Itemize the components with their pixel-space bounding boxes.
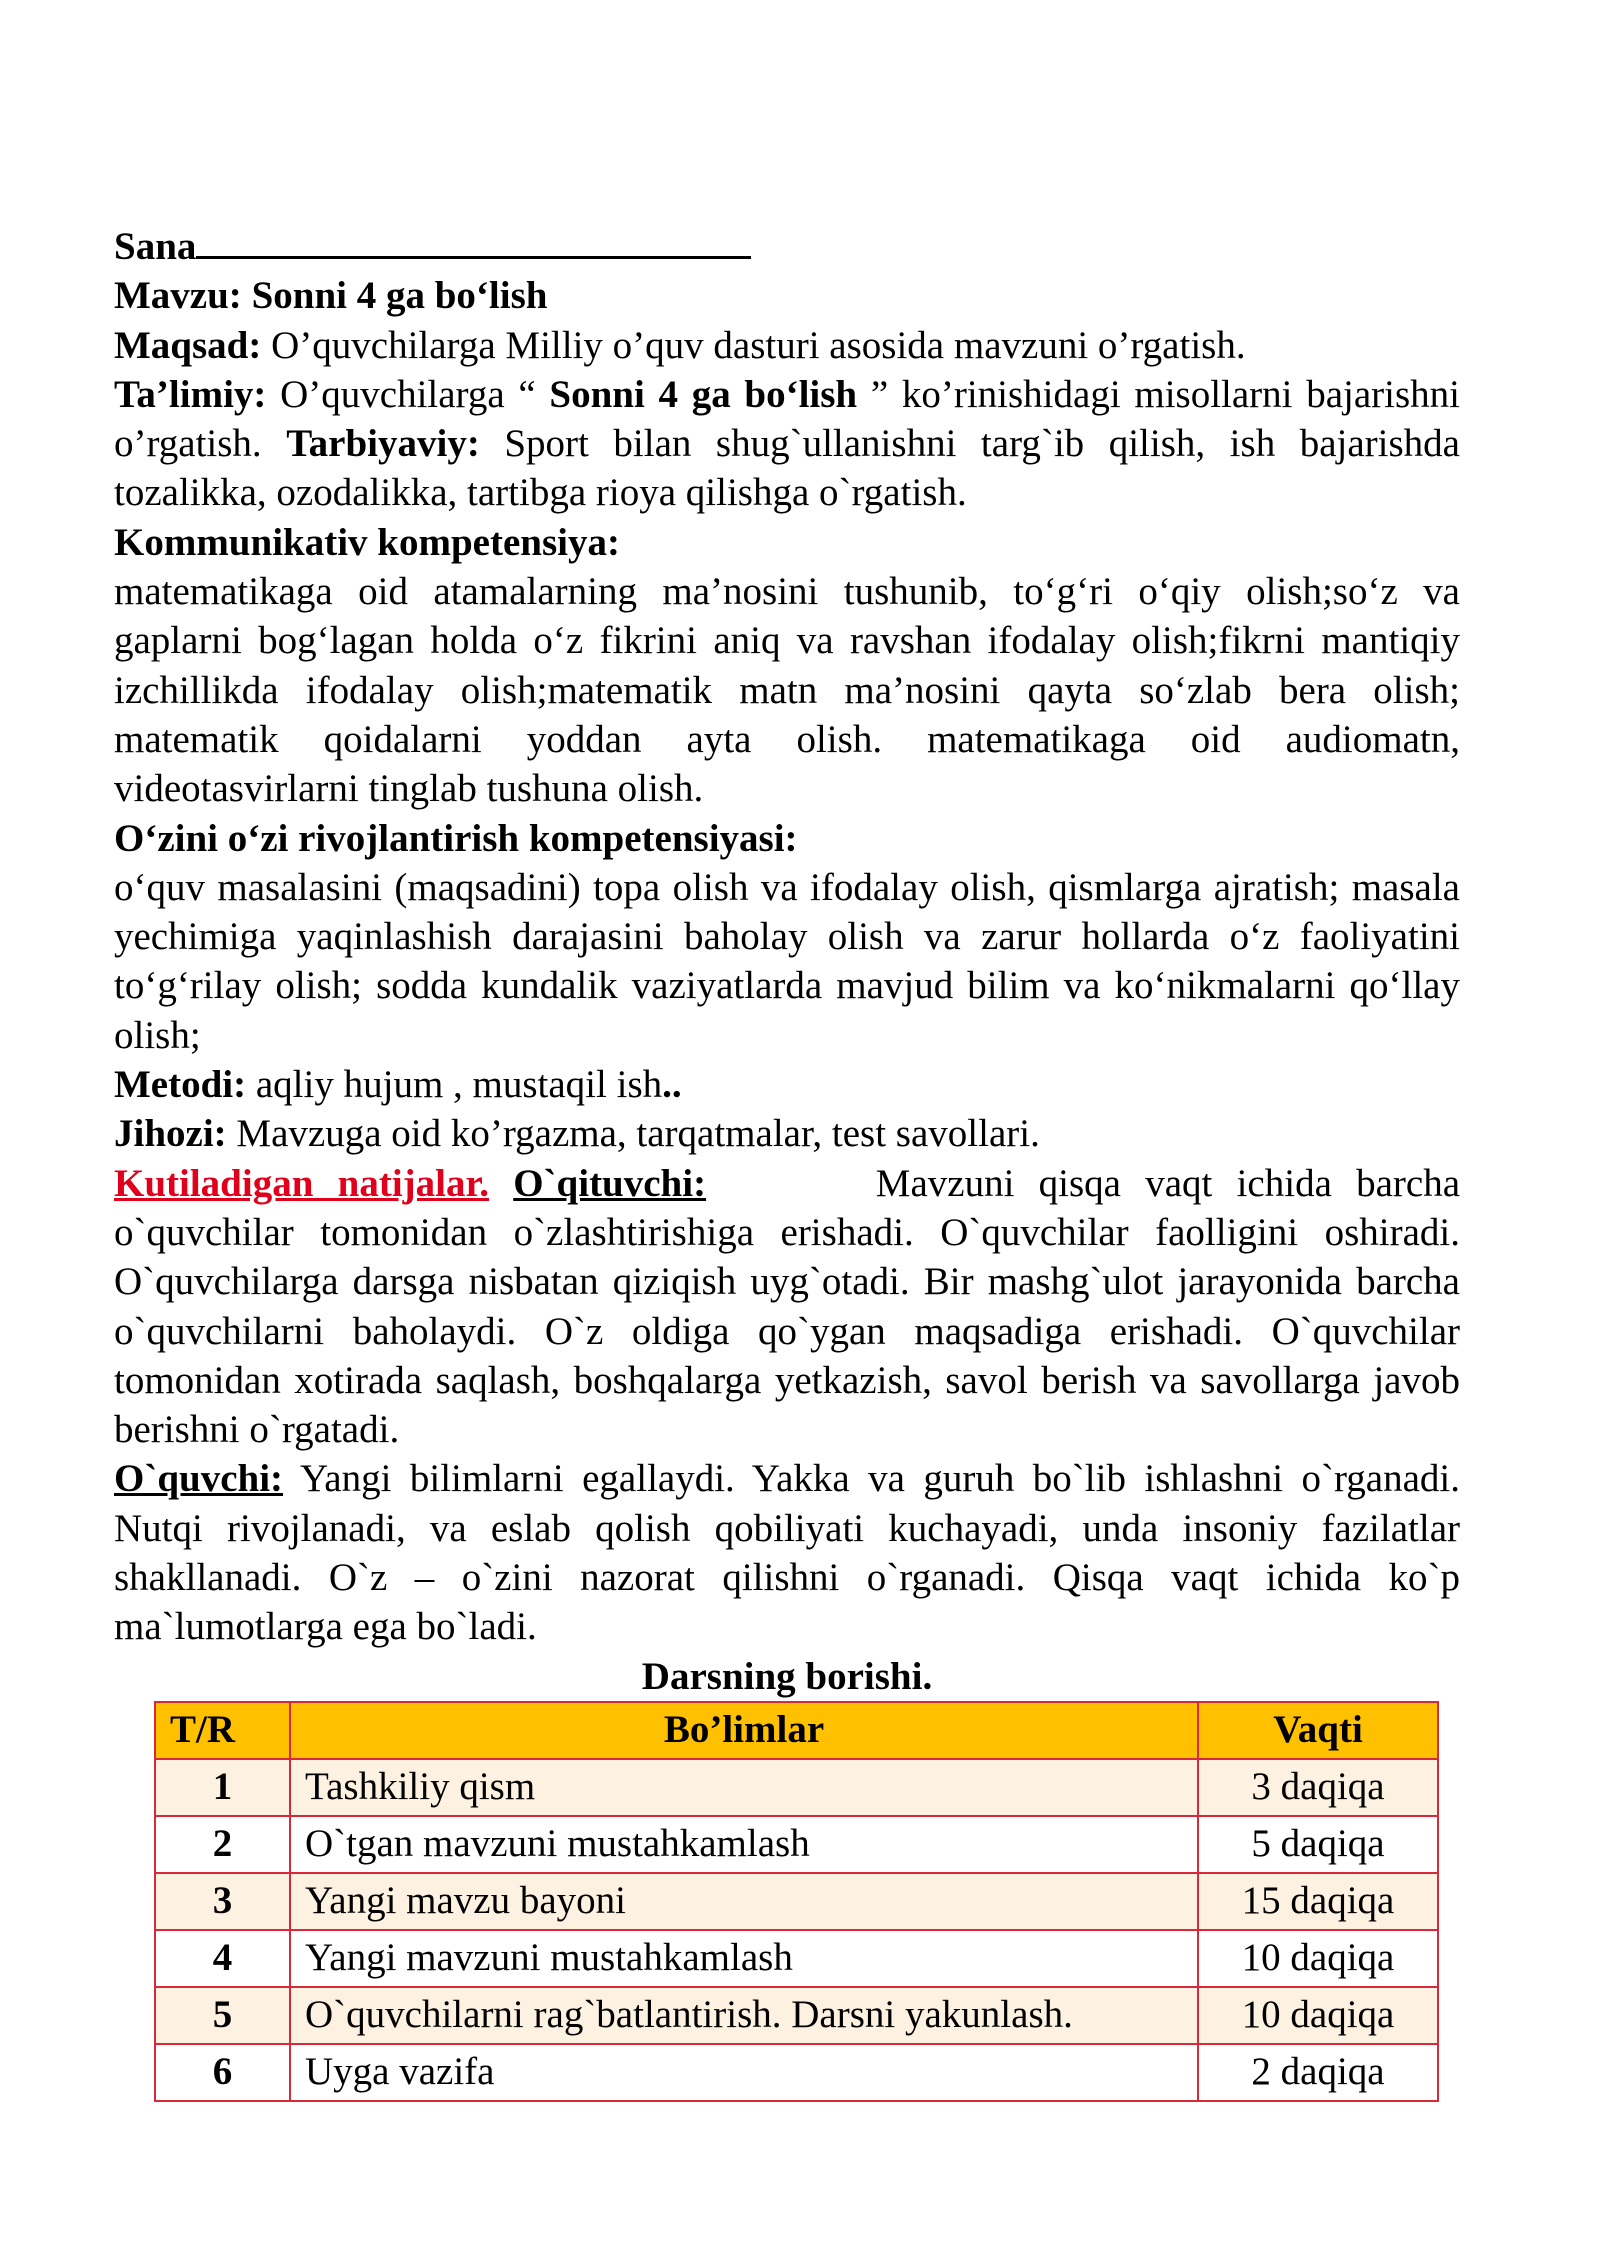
maqsad-text: O’quvchilarga Milliy o’quv dasturi asosida mavzuni o’rgatish. xyxy=(261,323,1246,367)
oqituvchi-text: Mavzuni qisqa vaqt ichida barcha o`quvchilar tomonidan o`zlashtirishiga erishadi. O`quvchilar faolligini oshiradi. O`quvchilarga darsga nisbatan qiziqish uyg`otadi. Bir mashg`ulot jarayonida barcha o`quvchilarni baholaydi. O`z oldiga qo`ygan maqsadiga erishadi. O`quvchilar tomonidan xotirada saqlash, boshqalarga yetkazish, savol berish va savollarga javob berishni o`rgatadi. xyxy=(114,1161,1461,1452)
sana-line xyxy=(114,222,1460,271)
row-time: 3 daqiqa xyxy=(1198,1759,1438,1816)
kommunikativ-heading: Kommunikativ kompetensiya: xyxy=(114,520,620,564)
row-section: Yangi mavzu bayoni xyxy=(290,1873,1198,1930)
row-section: O`tgan mavzuni mustahkamlash xyxy=(290,1816,1198,1873)
maqsad-line xyxy=(114,321,1460,370)
kommunikativ-text: matematikaga oid atamalarning ma’nosini tushunib, to‘g‘ri o‘qiy olish;so‘z va gaplarni bog‘lagan holda o‘z fikrini aniq va ravshan ifodalay olish;fikrni mantiqiy izchillikda ifodalay olish;matematik matn ma’nosini qayta so‘zlab bera olish; matematik qoidalarni yoddan ayta olish. matematikaga oid audiomatn, videotasvirlarni tinglab tushuna olish. xyxy=(114,570,1460,811)
row-number: 3 xyxy=(155,1873,290,1930)
mavzu-text: Sonni 4 ga bo‘lish xyxy=(241,274,548,318)
tarbiyaviy-label: Tarbiyaviy: xyxy=(286,422,480,466)
talimiy-label: Ta’limiy: xyxy=(114,372,267,416)
header-tr: T/R xyxy=(155,1702,290,1759)
header-sections: Bo’limlar xyxy=(290,1702,1198,1759)
row-section: Uyga vazifa xyxy=(290,2044,1198,2101)
jihozi-label: Jihozi: xyxy=(114,1112,227,1156)
mavzu-line xyxy=(114,271,1460,320)
row-number: 6 xyxy=(155,2044,290,2101)
metodi-tail: .. xyxy=(662,1063,682,1107)
table-header-row xyxy=(155,1702,1438,1759)
row-number: 1 xyxy=(155,1759,290,1816)
metodi-text: aqliy hujum , mustaqil ish xyxy=(246,1063,663,1107)
row-number: 2 xyxy=(155,1816,290,1873)
talimiy-text-b: ” ko’rinishidagi misollarni bajarishni o’rgatish. xyxy=(114,372,1461,466)
jihozi-line xyxy=(114,1109,1460,1158)
plan-title: Darsning borishi. xyxy=(641,1654,933,1698)
table-row xyxy=(155,1873,1438,1930)
talimiy-text-a: O’quvchilarga “ xyxy=(266,372,550,416)
row-time: 5 daqiqa xyxy=(1198,1816,1438,1873)
metodi-line xyxy=(114,1060,1460,1109)
row-section: Yangi mavzuni mustahkamlash xyxy=(290,1930,1198,1987)
table-row xyxy=(155,1987,1438,2044)
row-section: Tashkiliy qism xyxy=(290,1759,1198,1816)
natijalar-label: Kutiladigan natijalar. xyxy=(114,1161,489,1205)
table-row xyxy=(155,1930,1438,1987)
row-number: 5 xyxy=(155,1987,290,2044)
lesson-plan-table xyxy=(154,1701,1439,2102)
row-time: 10 daqiqa xyxy=(1198,1930,1438,1987)
mavzu-label: Mavzu: xyxy=(114,274,242,318)
row-time: 2 daqiqa xyxy=(1198,2044,1438,2101)
natijalar-oqituvchi-paragraph xyxy=(114,1159,1460,1455)
jihozi-text: Mavzuga oid ko’rgazma, tarqatmalar, test savollari. xyxy=(226,1112,1040,1156)
row-section: O`quvchilarni rag`batlantirish. Darsni yakunlash. xyxy=(290,1987,1198,2044)
maqsad-label: Maqsad: xyxy=(114,323,262,367)
talimiy-paragraph xyxy=(114,370,1460,518)
oquvchi-label: O`quvchi: xyxy=(114,1457,284,1501)
sana-blank xyxy=(196,222,751,259)
tarbiyaviy-text: Sport bilan shug`ullanishni targ`ib qilish, ish bajarishda tozalikka, ozodalikka, tartibga rioya qilishga o`rgatish. xyxy=(114,422,1460,515)
table-row xyxy=(155,2044,1438,2101)
rivojlantirish-heading: O‘zini o‘zi rivojlantirish kompetensiyasi: xyxy=(114,816,798,860)
row-time: 10 daqiqa xyxy=(1198,1987,1438,2044)
sana-label: Sana xyxy=(114,225,197,268)
table-row xyxy=(155,1816,1438,1873)
row-time: 15 daqiqa xyxy=(1198,1873,1438,1930)
oquvchi-text: Yangi bilimlarni egallaydi. Yakka va guruh bo`lib ishlashni o`rganadi. Nutqi rivojlanadi, va eslab qolish qobiliyati kuchayadi, unda insoniy fazilatlar shakllanadi. O`z – o`zini nazorat qilishni o`rganadi. Qisqa vaqt ichida ko`p ma`lumotlarga ega bo`ladi. xyxy=(114,1457,1460,1649)
table-row xyxy=(155,1759,1438,1816)
metodi-label: Metodi: xyxy=(114,1063,247,1107)
rivojlantirish-text: o‘quv masalasini (maqsadini) topa olish va ifodalay olish, qismlarga ajratish; masala yechimiga yaqinlashish darajasini baholay olish va zarur hollarda o‘z faoliyatini to‘g‘rilay olish; sodda kundalik vaziyatlarda mavjud bilim va ko‘nikmalarni qo‘llay olish; xyxy=(114,865,1460,1057)
talimiy-topic: Sonni 4 ga bo‘lish xyxy=(549,372,858,416)
natijalar-oquvchi-paragraph xyxy=(114,1454,1460,1651)
header-time: Vaqti xyxy=(1198,1702,1438,1759)
row-number: 4 xyxy=(155,1930,290,1987)
oqituvchi-label: O`qituvchi: xyxy=(513,1161,707,1205)
